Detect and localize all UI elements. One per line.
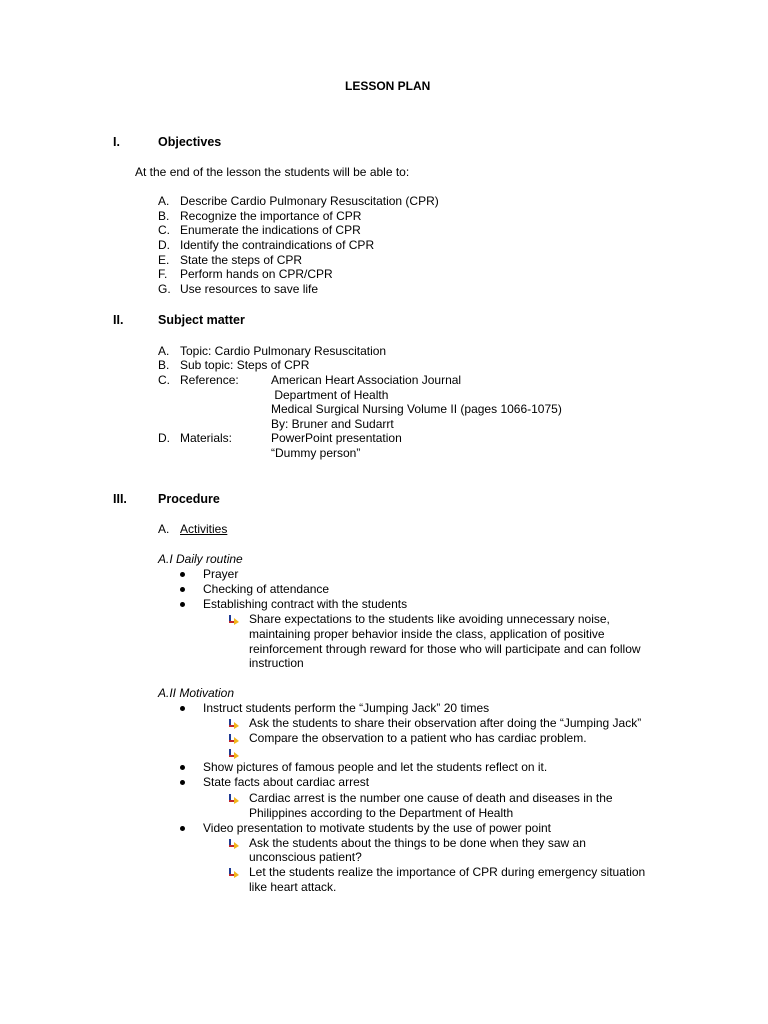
section-heading-objectives: Objectives: [158, 135, 222, 149]
bullet-icon: [180, 826, 185, 831]
list-item: Prayer: [203, 567, 239, 581]
objective-letter: C.: [158, 223, 170, 237]
sub-item-line: maintaining proper behavior inside the class, application of positive: [249, 627, 605, 641]
sub-item-line: instruction: [249, 656, 304, 670]
list-item: Video presentation to motivate students by the use of power point: [203, 821, 551, 835]
arrow-down-right-icon: [228, 613, 240, 625]
materials-line: PowerPoint presentation: [271, 431, 402, 445]
bullet-icon: [180, 706, 185, 711]
objective-letter: D.: [158, 238, 170, 252]
list-item: Show pictures of famous people and let the students reflect on it.: [203, 760, 548, 774]
daily-routine-heading: A.I Daily routine: [158, 552, 243, 566]
sub-item-line: Cardiac arrest is the number one cause of death and diseases in the: [249, 791, 613, 805]
page-title: LESSON PLAN: [345, 79, 431, 93]
section-heading-subject-matter: Subject matter: [158, 313, 245, 327]
subject-letter: C.: [158, 373, 170, 387]
bullet-icon: [180, 765, 185, 770]
sub-item-line: like heart attack.: [249, 880, 337, 894]
subject-letter: B.: [158, 358, 170, 372]
objective-text: Perform hands on CPR/CPR: [180, 267, 333, 281]
objective-text: Describe Cardio Pulmonary Resuscitation (CPR): [180, 194, 439, 208]
reference-line: Department of Health: [271, 388, 389, 402]
sub-item-line: Let the students realize the importance of CPR during emergency situation: [249, 865, 646, 879]
list-item: Instruct students perform the “Jumping Jack” 20 times: [203, 701, 490, 715]
section-heading-procedure: Procedure: [158, 492, 220, 506]
subject-letter: D.: [158, 431, 170, 445]
sub-item-line: Ask the students to share their observation after doing the “Jumping Jack”: [249, 716, 642, 730]
section-numeral-subject-matter: II.: [113, 313, 124, 327]
arrow-down-right-icon: [228, 792, 240, 804]
sub-item-line: reinforcement through reward for those who will participate and can follow: [249, 642, 641, 656]
bullet-icon: [180, 587, 185, 592]
objective-text: Identify the contraindications of CPR: [180, 238, 375, 252]
list-item: Checking of attendance: [203, 582, 330, 596]
objective-text: Use resources to save life: [180, 282, 319, 296]
activities-label: Activities: [180, 522, 228, 536]
reference-label: Reference:: [180, 373, 239, 387]
bullet-icon: [180, 602, 185, 607]
objective-letter: A.: [158, 194, 170, 208]
reference-line: By: Bruner and Sudarrt: [271, 417, 394, 431]
sub-item-line: Compare the observation to a patient who has cardiac problem.: [249, 731, 587, 745]
objective-letter: F.: [158, 267, 168, 281]
subject-topic: Topic: Cardio Pulmonary Resuscitation: [180, 344, 387, 358]
bullet-icon: [180, 780, 185, 785]
sub-item-line: Philippines according to the Department of Health: [249, 806, 514, 820]
sub-item-line: Share expectations to the students like avoiding unnecessary noise,: [249, 612, 610, 626]
objective-text: Recognize the importance of CPR: [180, 209, 362, 223]
objective-text: State the steps of CPR: [180, 253, 303, 267]
arrow-down-right-icon: [228, 732, 240, 744]
list-item: Establishing contract with the students: [203, 597, 408, 611]
section-numeral-objectives: I.: [113, 135, 120, 149]
activities-letter: A.: [158, 522, 170, 536]
reference-line: American Heart Association Journal: [271, 373, 462, 387]
bullet-icon: [180, 572, 185, 577]
section-numeral-procedure: III.: [113, 492, 127, 506]
reference-line: Medical Surgical Nursing Volume II (pages 1066-1075): [271, 402, 562, 416]
objective-letter: E.: [158, 253, 170, 267]
subject-sub-topic: Sub topic: Steps of CPR: [180, 358, 310, 372]
sub-item-line: Ask the students about the things to be done when they saw an: [249, 836, 586, 850]
arrow-down-right-icon: [228, 717, 240, 729]
objective-letter: G.: [158, 282, 171, 296]
objectives-intro: At the end of the lesson the students will be able to:: [135, 165, 410, 179]
objective-letter: B.: [158, 209, 170, 223]
materials-label: Materials:: [180, 431, 233, 445]
arrow-down-right-icon: [228, 747, 240, 759]
motivation-heading: A.II Motivation: [158, 686, 235, 700]
sub-item-line: unconscious patient?: [249, 850, 362, 864]
arrow-down-right-icon: [228, 866, 240, 878]
subject-letter: A.: [158, 344, 170, 358]
objective-text: Enumerate the indications of CPR: [180, 223, 361, 237]
list-item: State facts about cardiac arrest: [203, 775, 370, 789]
arrow-down-right-icon: [228, 837, 240, 849]
materials-line: “Dummy person”: [271, 446, 361, 460]
